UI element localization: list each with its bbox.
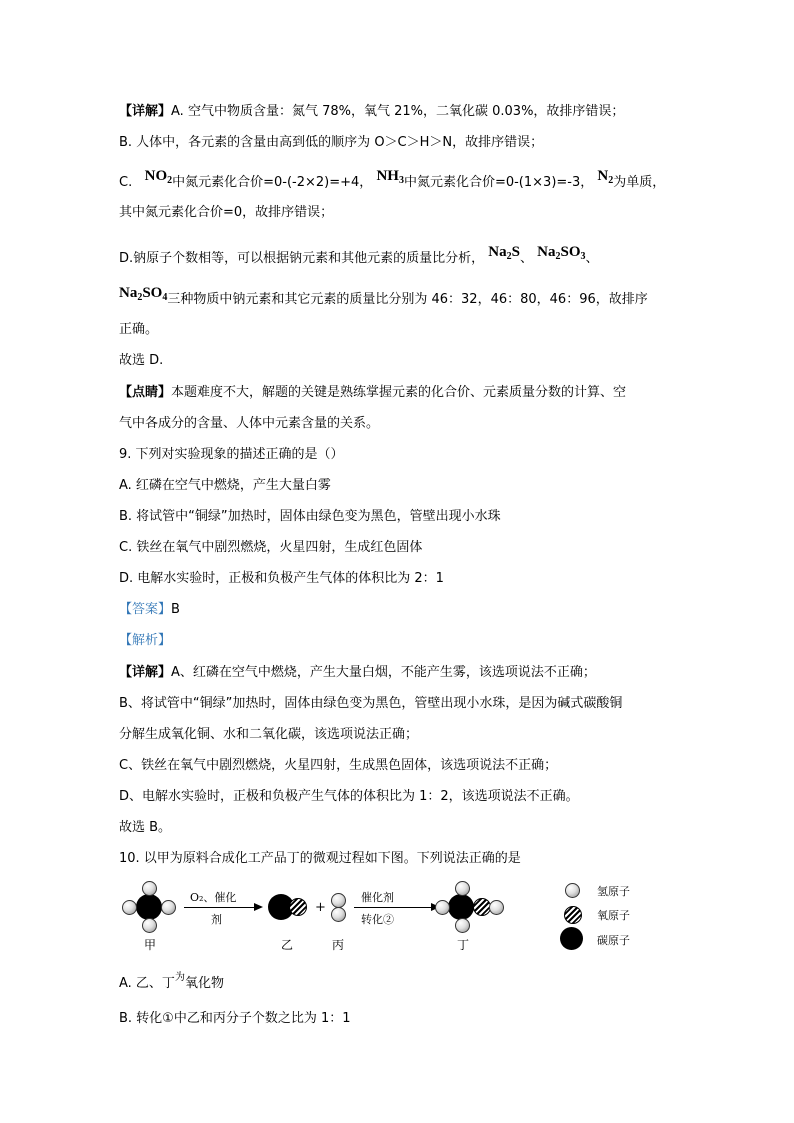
hydrogen-atom-icon <box>331 893 346 908</box>
question-9-option-b: B. 将试管中“铜绿”加热时，固体由绿色变为黑色，管壁出现小水珠 <box>119 509 501 524</box>
comment-label: 【点睛】 <box>119 385 172 400</box>
formula-nh3: $NH_3$ <box>376 168 404 186</box>
question-10-option-a: A. 乙、丁$^为$氧化物 <box>119 972 224 991</box>
choose-d: 故选 D. <box>119 353 164 368</box>
carbon-atom-icon <box>136 894 162 920</box>
hydrogen-atom-icon <box>331 907 346 922</box>
label-jia: 甲 <box>144 938 157 952</box>
formula-n2: $N_2$ <box>597 168 614 186</box>
oxygen-atom-icon <box>564 906 582 924</box>
hydrogen-atom-icon <box>489 900 504 915</box>
question-9-option-a: A. 红磷在空气中燃烧，产生大量白雾 <box>119 478 331 493</box>
label-ding: 丁 <box>457 938 470 952</box>
oxygen-atom-icon <box>289 898 307 916</box>
question-9-stem: 9. 下列对实验现象的描述正确的是（） <box>119 447 344 462</box>
detail-label: 【详解】 <box>119 665 172 680</box>
arrow2-top-label: 催化剂 <box>361 891 394 904</box>
q9-detail-a: 【详解】A、红磷在空气中燃烧，产生大量白烟，不能产生雾，该选项说法不正确； <box>119 665 596 680</box>
hydrogen-atom-icon <box>435 900 450 915</box>
arrow1-top-label: O₂、催化 <box>190 891 237 904</box>
question-9-option-d: D. 电解水实验时，正极和负极产生气体的体积比为 2：1 <box>119 571 444 586</box>
q9-detail-c: C、铁丝在氧气中剧烈燃烧，火星四射，生成黑色固体，该选项说法不正确； <box>119 758 558 773</box>
detail-line-d: D.钠原子个数相等，可以根据钠元素和其他元素的质量比分析， $Na_2S$、 $Na_2SO_3$、 <box>119 244 599 266</box>
formula-na2so3: $Na_2SO_3$ <box>537 244 586 262</box>
carbon-atom-icon <box>560 927 583 950</box>
formula-no2: $NO_2$ <box>144 168 173 186</box>
label-yi: 乙 <box>281 938 294 952</box>
answer-value: B <box>171 602 180 617</box>
formula-na2s: $Na_2S$ <box>488 244 520 262</box>
arrow-right-icon <box>354 907 438 908</box>
detail-line-a: 【详解】A. 空气中物质含量：氮气 78%，氧气 21%，二氧化碳 0.03%，故排序错误； <box>119 104 625 119</box>
reaction-diagram: 甲 O₂、催化 剂 乙 + 丙 催化剂 转化② 丁 氢原子 氧原子 碳原子 <box>119 880 659 955</box>
q9-detail-b-cont: 分解生成氧化铜、水和二氧化碳，该选项说法正确； <box>119 727 419 742</box>
plus-sign: + <box>315 900 326 915</box>
answer-line <box>119 601 180 619</box>
arrow2-bottom-label: 转化② <box>361 913 394 926</box>
formula-na2so4: $Na_2SO_4$ <box>119 285 168 303</box>
comment-line-2: 气中各成分的含量、人体中元素含量的关系。 <box>119 416 380 431</box>
choose-b: 故选 B。 <box>119 820 172 835</box>
hydrogen-atom-icon <box>455 918 470 933</box>
detail-line-c: C. $NO_2$中氮元素化合价=0-(-2×2)=+4， $NH_3$中氮元素化合价=0-(1×3)=-3， $N_2$为单质， <box>119 168 666 190</box>
analysis-label: 【解析】 <box>119 633 172 648</box>
carbon-atom-icon <box>448 894 474 920</box>
arrow1-bottom-label: 剂 <box>211 913 222 926</box>
comment-line-1: 【点睛】本题难度不大，解题的关键是熟练掌握元素的化合价、元素质量分数的计算、空 <box>119 385 627 400</box>
question-9-option-c: C. 铁丝在氧气中剧烈燃烧，火星四射，生成红色固体 <box>119 540 423 555</box>
question-10-stem: 10. 以甲为原料合成化工产品丁的微观过程如下图。下列说法正确的是 <box>119 851 521 866</box>
detail-line-d-end: 正确。 <box>119 322 159 337</box>
hydrogen-atom-icon <box>142 881 157 896</box>
detail-line-c-cont: 其中氮元素化合价=0，故排序错误； <box>119 205 334 220</box>
detail-label: 【详解】 <box>119 104 172 119</box>
detail-line-d-cont: $Na_2SO_4$三种物质中钠元素和其它元素的质量比分别为 46：32，46：80，46：96，故排序 <box>119 285 648 307</box>
hydrogen-atom-icon <box>122 900 137 915</box>
label-bing: 丙 <box>332 938 345 952</box>
hydrogen-atom-icon <box>161 900 176 915</box>
hydrogen-atom-icon <box>142 918 157 933</box>
q9-detail-b: B、将试管中“铜绿”加热时，固体由绿色变为黑色，管壁出现小水珠，是因为碱式碳酸铜 <box>119 696 623 711</box>
detail-line-b: B. 人体中，各元素的含量由高到低的顺序为 O＞C＞H＞N，故排序错误； <box>119 135 544 150</box>
question-10-option-b: B. 转化①中乙和丙分子个数之比为 1：1 <box>119 1011 351 1026</box>
answer-label: 【答案】 <box>119 602 172 617</box>
hydrogen-atom-icon <box>565 883 580 898</box>
arrow-right-icon <box>184 907 261 908</box>
hydrogen-atom-icon <box>455 881 470 896</box>
q9-detail-d: D、电解水实验时，正极和负极产生气体的体积比为 1：2，该选项说法不正确。 <box>119 789 579 804</box>
